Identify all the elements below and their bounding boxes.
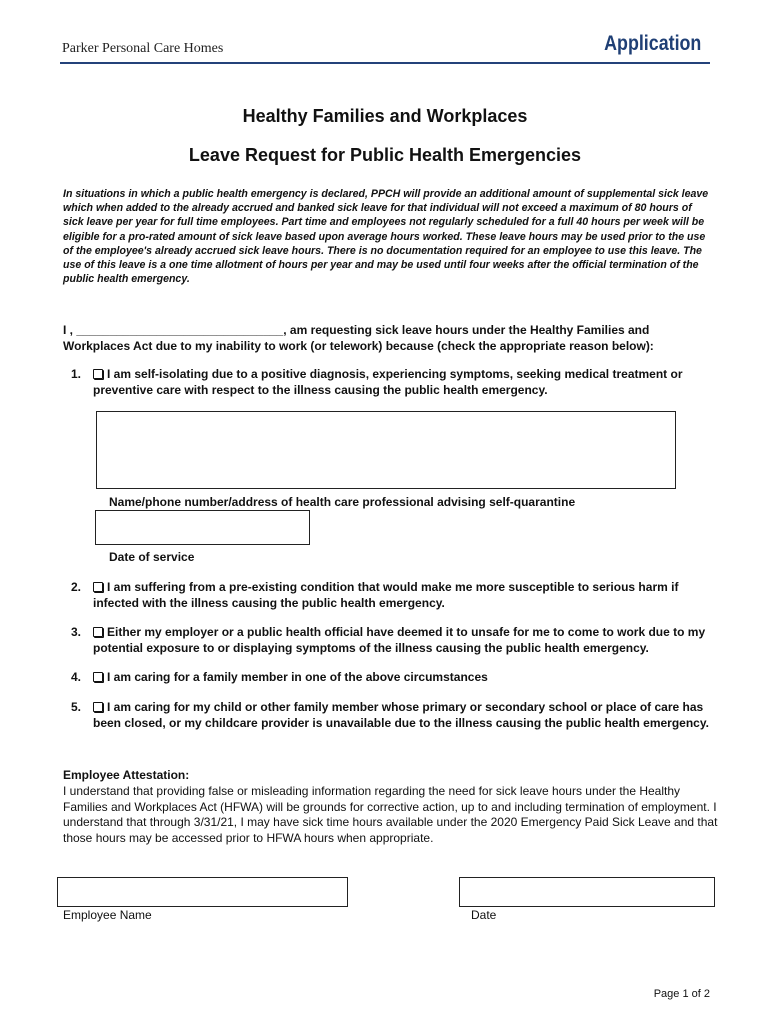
reason-2-checkbox[interactable] <box>93 582 103 592</box>
reason-number: 4. <box>71 670 82 684</box>
company-name: Parker Personal Care Homes <box>62 41 224 56</box>
reason-1-checkbox[interactable] <box>93 369 103 379</box>
request-line-2: Workplaces Act due to my inability to work (or telework) because (check the appropriate reason below): <box>63 339 654 353</box>
reason-3-checkbox[interactable] <box>93 627 103 637</box>
date-label: Date <box>471 908 497 922</box>
date-field[interactable] <box>459 877 715 907</box>
employee-name-field[interactable] <box>57 877 348 907</box>
document-type: Application <box>603 32 701 55</box>
reason-4-checkbox[interactable] <box>93 672 103 682</box>
reason-1 <box>71 367 721 398</box>
provider-info-label: Name/phone number/address of health care professional advising self-quarantine <box>109 495 576 509</box>
reason-number: 1. <box>71 367 82 381</box>
reason-text: I am caring for my child or other family member whose primary or secondary school or place of care has been closed, or my childcare provider is unavailable due to the illness causing the public health emergency. <box>93 700 709 730</box>
request-statement <box>63 322 713 354</box>
reason-5 <box>71 700 721 731</box>
reason-5-checkbox[interactable] <box>93 702 103 712</box>
reason-number: 2. <box>71 580 82 594</box>
reason-text: I am self-isolating due to a positive diagnosis, experiencing symptoms, seeking medical treatment or preventive care with respect to the illness causing the public health emergency. <box>93 367 683 397</box>
reason-2 <box>71 580 721 611</box>
service-date-label: Date of service <box>109 550 195 564</box>
reason-number: 5. <box>71 700 82 714</box>
attestation-heading: Employee Attestation: <box>63 768 190 782</box>
page-number: Page 1 of 2 <box>653 988 710 1000</box>
reason-3 <box>71 625 721 656</box>
reason-text: I am suffering from a pre-existing condition that would make me more susceptible to serious harm if infected with the illness causing the public health emergency. <box>93 580 679 610</box>
reason-text: I am caring for a family member in one of the above circumstances <box>107 670 488 684</box>
employee-name-label: Employee Name <box>63 908 152 922</box>
provider-info-field[interactable] <box>96 411 676 489</box>
reason-number: 3. <box>71 625 82 639</box>
intro-paragraph: In situations in which a public health emergency is declared, PPCH will provide an additional amount of supplemental sick leave which when added to the already accrued and banked sick leave for that individual will not exceed a maximum of 80 hours of sick leave per year for full time employees. Part time and employees not regularly scheduled for a full 40 hours per week will be eligible for a pro-rated amount of sick leave based upon average hours worked. These leave hours may be used prior to the use of the employee's already accrued sick leave hours. There is no documentation required for an employee to use this leave. The use of this leave is a one time allotment of hours per year and may be used until four weeks after the official termination of the public health emergency. <box>63 188 709 286</box>
reason-4 <box>71 670 721 686</box>
request-line-1: I , _______________________________, am requesting sick leave hours under the Healthy Families and <box>63 323 650 337</box>
header-rule <box>60 62 710 64</box>
form-title: Healthy Families and Workplaces <box>242 106 528 126</box>
service-date-field[interactable] <box>95 510 310 545</box>
form-subtitle: Leave Request for Public Health Emergencies <box>188 145 582 165</box>
attestation-text: I understand that providing false or misleading information regarding the need for sick leave hours under the Healthy Families and Workplaces Act (HFWA) will be grounds for corrective action, up to and including termination of employment. I understand that through 3/31/21, I may have sick time hours available under the 2020 Emergency Paid Sick Leave and that those hours may be accessed prior to HFWA hours when appropriate. <box>63 784 718 845</box>
reason-text: Either my employer or a public health official have deemed it to unsafe for me to come to work due to my potential exposure to or displaying symptoms of the illness causing the public health emergency. <box>93 625 706 655</box>
